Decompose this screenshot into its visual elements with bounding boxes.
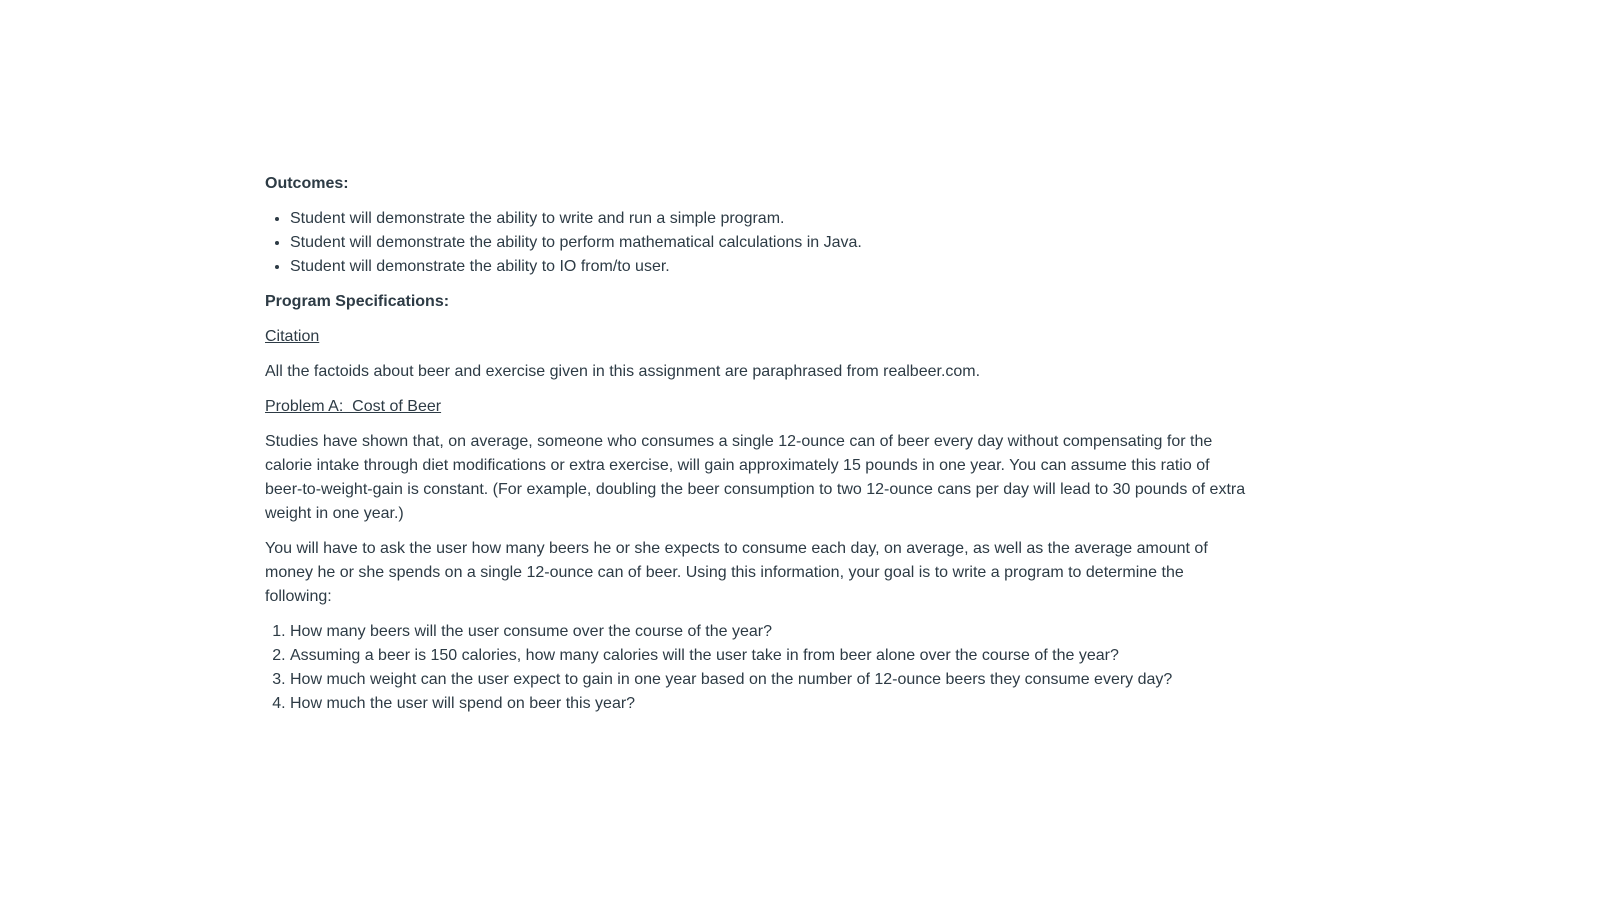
question-item: 1. How many beers will the user consume over the course of the year? bbox=[290, 620, 1250, 644]
assignment-content bbox=[265, 172, 1250, 727]
problem-a-paragraph-1: Studies have shown that, on average, someone who consumes a single 12-ounce can of beer every day without compensating for the calorie intake through diet modifications or extra exercise, will gain approximately 15 pounds in one year. You can assume this ratio of beer-to-weight-gain is constant. (For example, doubling the beer consumption to two 12-ounce cans per day will lead to 30 pounds of extra weight in one year.) bbox=[265, 433, 1246, 522]
question-item: 4. How much the user will spend on beer this year? bbox=[290, 692, 1250, 716]
citation-heading-text: Citation bbox=[265, 328, 320, 345]
question-item: 2. Assuming a beer is 150 calories, how many calories will the user take in from beer alone over the course of the year? bbox=[290, 644, 1250, 668]
outcome-item: • Student will demonstrate the ability to perform mathematical calculations in Java. bbox=[290, 231, 1250, 255]
question-item: 3. How much weight can the user expect to gain in one year based on the number of 12-ounce beers they consume every day? bbox=[290, 668, 1250, 692]
citation-heading bbox=[265, 325, 1250, 349]
outcomes-heading: Outcomes: bbox=[265, 175, 349, 192]
outcomes-list bbox=[265, 207, 1250, 279]
outcome-item: • Student will demonstrate the ability to IO from/to user. bbox=[290, 255, 1250, 279]
problem-a-paragraph-2: You will have to ask the user how many beers he or she expects to consume each day, on average, as well as the average amount of money he or she spends on a single 12-ounce can of beer. Using this information, your goal is to write a program to determine the following: bbox=[265, 540, 1208, 605]
problem-a-heading-text: Problem A: Cost of Beer bbox=[265, 398, 442, 415]
citation-text: All the factoids about beer and exercise given in this assignment are paraphrased from realbeer.com. bbox=[265, 363, 981, 380]
problem-a-heading bbox=[265, 395, 1250, 419]
questions-list bbox=[265, 620, 1250, 716]
program-specifications-heading: Program Specifications: bbox=[265, 293, 450, 310]
outcome-item: • Student will demonstrate the ability to write and run a simple program. bbox=[290, 207, 1250, 231]
